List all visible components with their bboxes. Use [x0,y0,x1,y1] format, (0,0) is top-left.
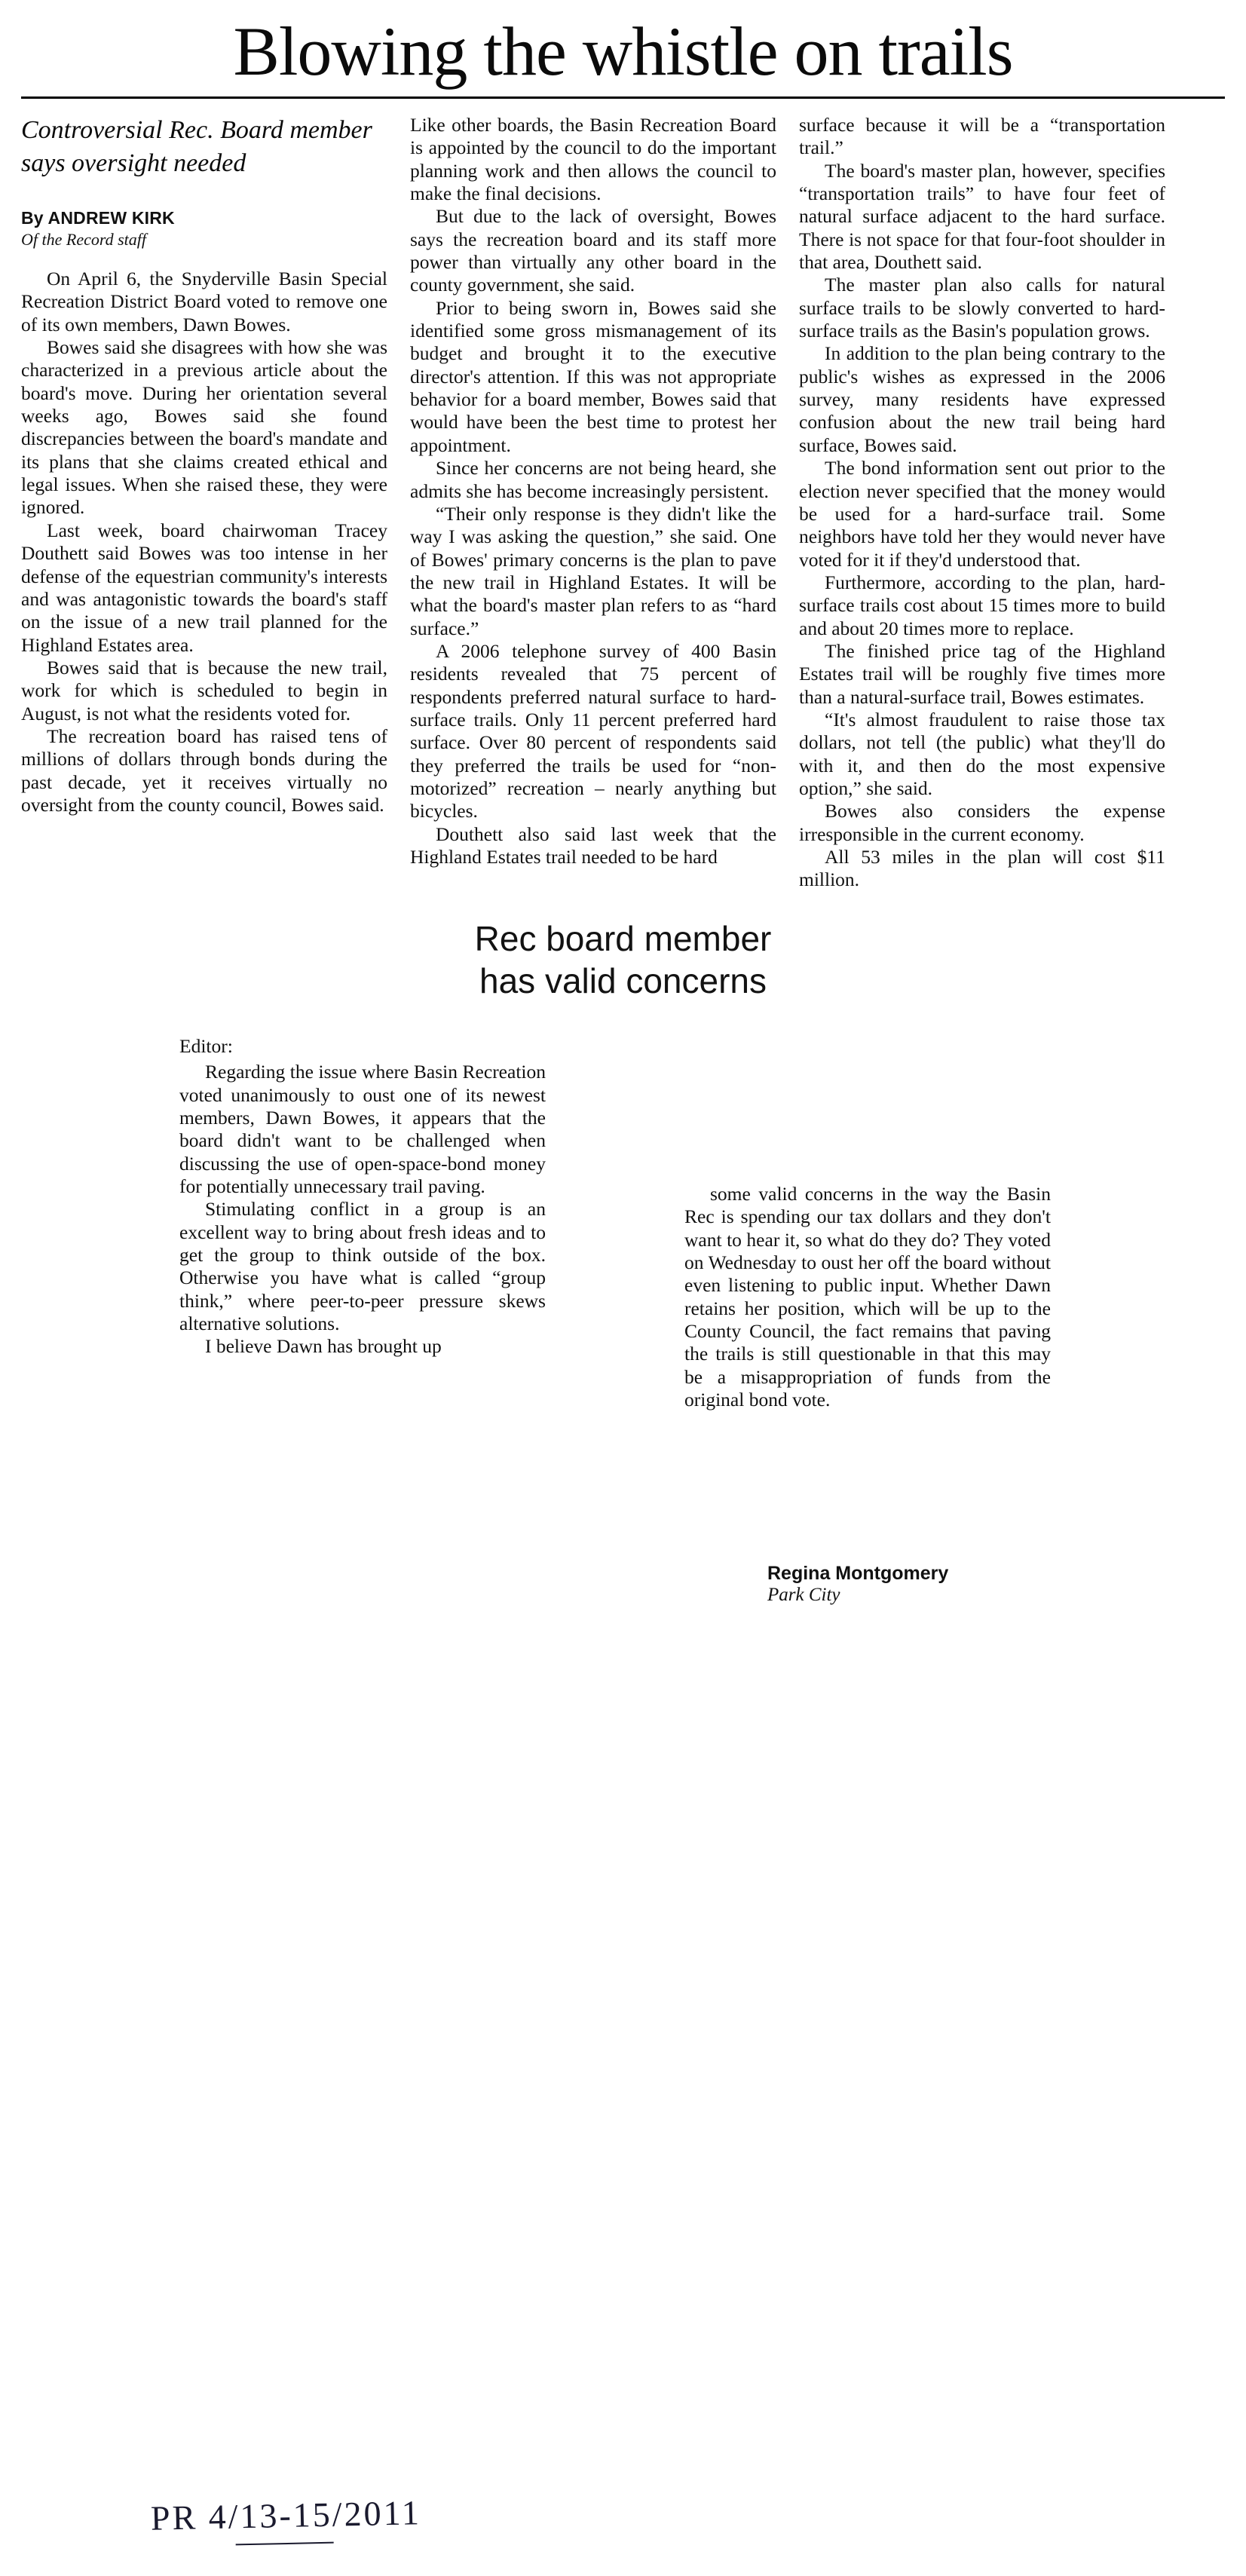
paragraph: “Their only response is they didn't like the way I was asking the question,” she said. One of Bowes' primary concerns is the plan to pave the new trail in Highland Estates. It will be what the board's master plan refers to as “hard surface.” [410,502,776,639]
byline-affiliation: Of the Record staff [21,230,146,250]
paragraph: “It's almost fraudulent to raise those tax dollars, not tell (the public) what they'll do with it, and then do the most expensive option,” she said. [799,708,1165,799]
article-body [21,114,1225,892]
paragraph: some valid concerns in the way the Basin Rec is spending our tax dollars and they don't want to hear it, so what do they do? They voted on Wednesday to oust her off the board without even listening to public input. Whether Dawn retains her position, which will be up to the County Council, the fact remains that paving the trails is still questionable in that this may be a misappropriation of funds from the original bond vote. [684,1182,1051,1411]
letter-signature [684,1563,1051,1606]
letter-body [21,1035,1225,1608]
handwritten-underline [236,2542,334,2546]
handwritten-stamp [150,2492,421,2547]
signature-name: Regina Montgomery [767,1562,949,1584]
letter-salutation: Editor: [179,1034,233,1057]
paragraph: Prior to being sworn in, Bowes said she identified some gross mismanagement of its budget and brought it to the executive director's attention. If this was not appropriate behavior for a board member, Bowes said that would have been the best time to protest her appointment. [410,296,776,456]
paragraph: Since her concerns are not being heard, she admits she has become increasingly persistent. [410,457,776,502]
paragraph: Bowes said she disagrees with how she was characterized in a previous article about the board's move. During her orientation several weeks ago, Bowes said she found discrepancies between the board's mandate and its plans that she claims created ethical and legal issues. When she raised these, they were ignored. [21,336,387,519]
article-deck: Controversial Rec. Board member says oversight needed [21,116,372,177]
paragraph: The master plan also calls for natural surface trails to be slowly converted to hard-surface trails as the Basin's population grows. [799,274,1165,342]
paragraph: The finished price tag of the Highland Estates trail will be roughly five times more than a natural-surface trail, Bowes estimates. [799,639,1165,708]
letter-title-line-1: Rec board member [474,918,772,958]
paragraph: On April 6, the Snyderville Basin Special Recreation District Board voted to remove one of its own members, Dawn Bowes. [21,268,387,335]
paragraph: Bowes also considers the expense irresponsible in the current economy. [799,800,1165,845]
paragraph: Last week, board chairwoman Tracey Douthett said Bowes was too intense in her defense of the equestrian community's interests and was antagonistic towards the board's staff on the issue of a new trail planned for the Highland Estates area. [21,519,387,656]
paragraph: Furthermore, according to the plan, hard-surface trails cost about 15 times more to build and about 20 times more to replace. [799,571,1165,639]
letter-column-1 [179,1035,546,1358]
paragraph: All 53 miles in the plan will cost $11 million. [799,846,1165,891]
page-title: Blowing the whistle on trails [233,13,1013,90]
paragraph: Regarding the issue where Basin Recreation voted unanimously to oust one of its newest members, Dawn Bowes, it appears that the board didn't want to be challenged when discussing the use of open-space-bond money for potentially unnecessary trail paving. [179,1061,546,1197]
headline-rule [21,96,1225,99]
handwritten-stamp-text: PR 4/13-15/2011 [150,2493,422,2538]
article-column-2 [410,114,776,868]
paragraph: Like other boards, the Basin Recreation Board is appointed by the council to do the important planning work and then allows the council to make the final decisions. [410,114,776,205]
paragraph: Stimulating conflict in a group is an excellent way to bring about fresh ideas and to get the group to think outside of the box. Otherwise you have what is called “group think,” where peer-to-peer pressure skews alternative solutions. [179,1198,546,1335]
paragraph: Douthett also said last week that the Highland Estates trail needed to be hard [410,822,776,868]
paragraph: The bond information sent out prior to the election never specified that the money would be used for a hard-surface trail. Some neighbors have told her they would never have voted for it if they'd understood that. [799,457,1165,571]
paragraph: The recreation board has raised tens of millions of dollars through bonds during the past decade, yet it receives virtually no oversight from the county council, Bowes said. [21,724,387,816]
paragraph: But due to the lack of oversight, Bowes says the recreation board and its staff more power than virtually any other board in the county government, she said. [410,205,776,296]
letter-title [113,917,1133,1002]
paragraph: surface because it will be a “transportation trail.” [799,114,1165,159]
article-column-3 [799,114,1165,892]
paragraph: The board's master plan, however, specifies “transportation trails” to have four feet of natural surface adjacent to the hard surface. There is not space for that four-foot shoulder in that area, Douthett said. [799,159,1165,274]
letter-column-2 [684,1183,1051,1411]
paragraph: I believe Dawn has brought up [205,1335,442,1358]
byline: By ANDREW KIRK [21,208,175,228]
paragraph: A 2006 telephone survey of 400 Basin residents revealed that 75 percent of respondents preferred natural surface to hard-surface trails. Only 11 percent preferred hard surface. Over 80 percent of respondents said they preferred the trails be used for “non-motorized” recreation – nearly anything but bicycles. [410,639,776,822]
paragraph: Bowes said that is because the new trail, work for which is scheduled to begin in August, is not what the residents voted for. [21,656,387,724]
paragraph: In addition to the plan being contrary to the public's wishes as expressed in the 2006 survey, many residents have expressed confusion about the new trail being hard surface, Bowes said. [799,342,1165,456]
article-column-1 [21,114,387,816]
letter-title-line-2: has valid concerns [479,960,767,1000]
signature-city: Park City [767,1584,840,1605]
